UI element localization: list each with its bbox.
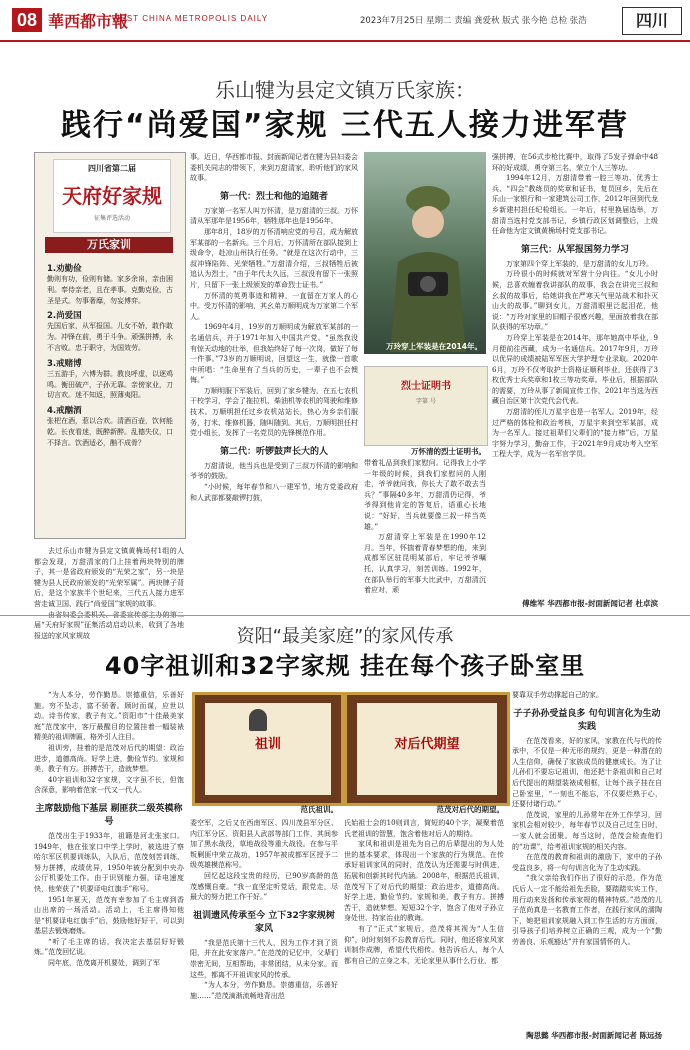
- paragraph: 去过乐山市犍为县定文镇黄桷场村1组的人都会发现，万甜清家的门上挂着两块特别的牌子，其一是省政府颁发的“光荣之家”，另一块是犍为县人民政府颁发的“光荣军属”。两块牌子背后，是这个家族半个世纪来，三代五人接力进军营走诚卫国、践行“尚爱国”家规的故事。: [34, 547, 184, 608]
- rule-heading: 2.尚爱国: [47, 311, 82, 322]
- paragraph: 在范茂的教育和祖训的激励下，家中的子孙受益良多，将一句句训言化为了生动实践。: [512, 853, 662, 872]
- frame-title: 对后代期望: [394, 737, 460, 752]
- certificate-title: 烈士证明书: [401, 381, 451, 392]
- paragraph: “我父亲给我们作出了很好的示范，作为范氏后人一定不能给祖先丢脸，要踏踏实实工作，用行动来发扬和传承家规的精神特质。”范茂的儿子范尚真是一名教育工作者，在践行家风的濡陶下，她把祖训家规融入到工作生活的方方面面，引导孩子们培养树立正确的三观，成为一个“勤劳善良、乐观豁达”并有家国情怀的人。: [512, 874, 662, 946]
- frame-paper: [357, 703, 497, 795]
- frame-title: 祖训: [254, 737, 281, 752]
- family-rules-title: 万氏家训: [45, 237, 173, 253]
- section-heading: 子子孙孙受益良多 句句训言化为生动实践: [513, 708, 661, 732]
- section-divider: [0, 615, 690, 616]
- article1-byline: 傅维军 华西都市报-封面新闻记者 杜卓滨: [522, 599, 658, 608]
- paragraph: 万家第四个穿上军装的，是万甜清的女儿万玲。: [506, 259, 653, 268]
- banner-title: 天府好家规: [62, 184, 162, 208]
- photo-caption: 万玲穿上军装是在2014年。: [386, 342, 482, 351]
- paragraph: 万甜清的侄儿万星宇也是一名军人。2019年，经过严格的体检和政治考核，万星宇来到空军某部，成为一名军人。接过祖辈们父辈们的“接力棒”后，万星宇努力学习，勤奋工作，于2021年9月成功考入空军工程大学，成为一名军官学员。: [492, 408, 658, 459]
- soldier-photo: [364, 152, 486, 354]
- paragraph: 万玲穿上军装是在2014年，那年她高中毕业，9月便前往西藏，成为一名通信兵。2017年9月，万玲以优异的成绩被陆军军医大学护理专业录取。2020年6月，万玲不仅考取护士资格证顺利毕业，还获得了3枚优秀士兵奖章和1枚三等功奖章。毕业后，根据部队的需要，万玲从事了新闻宣传工作，2021年当选为西藏自治区第十次党代会代表。: [492, 333, 658, 406]
- article1-col1: [34, 546, 184, 640]
- article1-title: 践行“尚爱国”家规 三代五人接力进军营: [61, 108, 629, 143]
- soldier-figure-icon: [364, 152, 486, 354]
- paragraph: “为人本分，劳作勤恳。崇德重信，乐善好施。穷不坠志，富不骄奢。顾时而谋，应世以动。诗书传家，教子有文。”资阳市“十佳最美家庭”范茂家中，客厅最醒目的位置挂着一幅装裱精美的祖训牌匾，格外引人注目。: [34, 691, 184, 742]
- banner-top-text: 四川省第二届: [88, 164, 136, 173]
- article1-subtitle: 乐山犍为县定文镇万氏家族：: [215, 78, 475, 102]
- paragraph: 氏始祖士会的10则训言，简短的40个字，凝聚着范氏老祖训的智慧，饱含着他对后人的期待。: [344, 819, 504, 838]
- ancestral-motto-photo: [192, 692, 344, 806]
- certificate-photo: [364, 366, 488, 446]
- paragraph: “听了毛主席的话，我决定去基层好好锻炼。”范茂回忆说。: [34, 937, 184, 957]
- article2-title: 40字祖训和32字家规 挂在每个孩子卧室里: [104, 652, 586, 680]
- paragraph: 1994年12月，万甜清带着一腔三等功、优秀士兵、“四会”教练员的奖章和证书，复员回乡，先后在乐山一家银行和一家建筑公司工作，2012年回到代龙乡新建村担任纪检组长。一年后，村里换届选举，万甜清当选村党支部书记，乡镇行政区划调整后，上级任命他为定文镇黄桷场村党支部书记。: [492, 174, 658, 236]
- frame-paper: [205, 703, 331, 795]
- rule-heading: 1.劝勤俭: [47, 264, 82, 274]
- article2-byline: 陶思懿 华西都市报-封面新闻记者 陈远扬: [526, 1031, 662, 1040]
- section-heading: 第二代：听锣鼓声长大的人: [219, 446, 328, 457]
- paragraph: 那年8月，18岁的万怀清响应党的号召，成为解放军某部的一名新兵。三个月后，万怀清所在部队接到上级命令，赴凉山州执行任务。“就是在这次行动中，三叔冲锋陷阵、光荣牺牲。”万甜清介绍，三叔牺牲后被追认为烈士，“由于年代太久远，三叔没有留下一张照片，只留下一张上级颁发的革命烈士证书。”: [190, 227, 358, 289]
- family-rules-box: [34, 152, 186, 539]
- paragraph: “为人本分，劳作勤恳。崇德重信，乐善好施……”范茂滴渐流畅地背出范: [190, 981, 338, 1000]
- article2-col4: [512, 690, 662, 1026]
- paragraph: 40字祖训和32字家规，文字虽不长，但饱含深意，影响着范家一代又一代人。: [34, 775, 184, 795]
- certificate-number: 字第 号: [416, 398, 436, 405]
- paragraph: “小时候，每年春节和八一建军节，地方党委政府和人武部都要敲锣打鼓，: [190, 483, 358, 502]
- paragraph: 万甜清说，他当兵也是受到了三叔万怀清的影响和爷爷的鼓励。: [190, 461, 358, 481]
- paragraph: 事。近日，华西都市报、封面新闻记者在犍为县妇委会委机关同志的带领下，来到万甜清家，聆听他们的家风故事。: [190, 153, 358, 183]
- photo-caption: 范氏祖训。: [300, 805, 338, 814]
- photo-caption: 万怀清的烈士证明书。: [411, 447, 486, 456]
- article2-col1: [34, 690, 184, 1046]
- rule-text: 勤则有功，俭则有储。家多余帛，亲由困利。奉侍亲老，且在孝事。克勤克俭，古圣是式。勿事奢靡，勿妄博弈。: [47, 275, 173, 305]
- article1-col3: [364, 458, 486, 612]
- paragraph: 同年底，范茂离开机要处，调到了军: [48, 959, 160, 968]
- article2-subtitle: 资阳“最美家庭”的家风传承: [236, 626, 454, 647]
- rule-heading: 4.戒酗酒: [47, 406, 82, 417]
- expectations-photo: [344, 692, 510, 806]
- issue-info: 2023年7月25日 星期二 责编 龚爱秋 版式 张今艳 总检 张浩: [360, 16, 587, 26]
- paragraph: 范茂说，家里的儿孙常年在外工作学习，回家机会相对较少，每年春节以及自己过生日时，一家人就会团聚。每当这时，范茂会检查他们的“功课”，给考祖训家规的相关内容。: [512, 810, 662, 851]
- article1-col2: [190, 152, 358, 612]
- article2-col2: [190, 818, 338, 1046]
- paragraph: 在范茂看来，好的家风，家教在代与代的传承中，不仅是一种无形的规约，更是一种潜在的人生信仰，确保了家族成员的健康成长。为了让儿孙们不要忘记祖训，他还把十条祖训和自己对后代提出的期望装裱成相框，让每个孩子挂在自己卧室里，“一刻也不能忘，不仅要烂熟于心，还要付诸行动。”: [512, 736, 662, 809]
- portrait-icon: [249, 709, 267, 731]
- paragraph: 要靠双手劳动撑起自己的家。: [512, 691, 603, 699]
- paragraph: 委空军，之后又在西南军区、四川茂县军分区、内江军分区、资阳县人武部等部门工作，其间参加了黑水战役，草地战役等重大战役。在参与平叛剿匪中荣立战功，1957年被成都军区授予二级英雄模范称号。: [190, 819, 338, 870]
- paragraph: 带着礼品到我们家慰问。记得我上小学一年级的时候，到我们家慰问的人刚走，爷爷就问我，你长大了敢不敢去当兵？”事隔40多年，万甜清仍记得，爷爷得到他肯定的答复后，语重心长地说：“好好，当兵就要像三叔一样当英雄。”: [364, 459, 486, 531]
- section-heading: 主席鼓励他下基层 剔匪获二级英模称号: [35, 803, 183, 827]
- paragraph: 届“天府好家规”征集活动启动以来，收到了各地报送的家风家规故: [34, 621, 184, 640]
- paragraph: 万甜清穿上军装是在1990年12月。当年，怀揣着青春梦想的他，来到成都军区驻昆明某部后，牢记爷爷嘱托，认真学习，刻苦训练。1992年，在部队举行的军事大比武中，万甜清沉着应对，顽: [364, 533, 486, 595]
- paragraph: 万怀清的英勇事迹和精神，一直留在万家人的心中。受万怀清的影响，其幺弟万顺明成为万家第二个军人。: [190, 291, 358, 321]
- paragraph: 强拼搏，在56式步枪比赛中，取得了5发子弹命中48环的好成绩，勇夺第三名，荣立个人三等功。: [492, 153, 658, 172]
- paragraph: 万顺明服下军装后，回到了家乡犍为，在五七农机干校学习，学会了拖拉机、柴油机等农机的驾驶和维修技术。万顺明担任过乡农机站站长，热心为乡亲们服务，打米、维修机器，随叫随到。其后，万顺明担任村党小组长，发挥了一名党员的先锋模范作用。: [190, 386, 358, 438]
- paragraph: 回忆起这段宝贵的经历，已90岁高龄的范茂感慨自豪。“我一直坚定听党话，跟党走，尽最大的努力把工作干好。”: [190, 871, 338, 902]
- rule-text: 三五游手，六博为群。教良呼虚，以逐鸡鸣。衡田破产，子孙无靠。亲傍家业，刀切言欢。迷不知返，照薄夷阳。: [47, 369, 173, 400]
- paragraph: 1969年4月，19岁的万顺明成为解放军某部的一名通信兵，并于1971年加入中国共产党。“虽然我没有惊天动地的壮举，但我始终好了每一次岗，做好了每一件事。”73岁的万顺明说，回望这一生，就像一首歌中所唱：“生命里有了当兵的历史，一辈子也不会懊悔。”: [190, 323, 358, 385]
- family-rules-body: [47, 259, 173, 450]
- paragraph: “我是范氏第十三代人，因为工作才到了资阳，并在此安家落户。”在范茂的记忆中，父辈们崇密无间，互相帮助，非常团结，从未分家。而这些，都离不开祖训家风的传承。: [190, 938, 338, 979]
- paragraph: 范茂出生于1933年，祖籍是河北张家口。1949年，他在张家口中学上学时，被选进了察哈尔军区机要训练队，入队后，范茂刻苦训练，努力拼搏，成绩优异，1950年被分配到中央办公厅机要处工作。由于识别能力强，译电速度快，他荣获了“机要译电红旗手”称号。: [34, 831, 184, 893]
- paragraph: 祖训旁，挂着的是范茂对后代的期望：政治进步，道德高尚。好学上进，勤俭节约。家规和美，教子有方。拼搏苦干，造就梦想。: [34, 743, 184, 774]
- section-heading: 第一代：烈士和他的追随者: [219, 191, 328, 202]
- article1-col4: [492, 152, 658, 594]
- paragraph: 家风和祖训是祖先为自己的后辈提出的为人处世的基本要求，体现出一个家族的行为规范。在传承好祖训家风的同时，范茂认为还需要与时俱进，拓展和创新其时代内涵。2008年，根据范氏祖训，范茂写下了对后代的期望：政治进步，道德高尚。好学上进，勤俭节约。家规和美，教子有方。拼搏苦干，造就梦想。短短32个字，饱含了他对子孙立身处世、持家治业的教诲。: [344, 840, 504, 923]
- paragraph: 万家第一名军人叫万怀清，是万甜清的三叔。万怀清从军那年是1956年，牺牲那年也是1956年。: [190, 206, 358, 226]
- campaign-banner: [53, 159, 171, 233]
- section-heading: 第三代：从军报国努力学习: [520, 244, 629, 255]
- photo-caption: 范茂对后代的期望。: [436, 805, 504, 814]
- section-heading: 祖训遗风传承至今 立下32字家规树家风: [193, 910, 335, 934]
- newspaper-logo: 華西都市報: [48, 12, 129, 31]
- article2-col3: [344, 818, 504, 1046]
- section-label: 四川: [622, 7, 682, 35]
- rule-text: 先国后家，从军报国。儿女不娇，敢作敢为。冲锋在前，勇于斗争。顽强拼搏，永不言败。忠于职守，为国效劳。: [47, 322, 173, 352]
- rule-text: 张杷在酒，惹以合欢。清酒百壶，饮何能乾。长夜看迷，既醉新醉。乱德失仪，口不择言。饮酒适必，酗不成骨？: [47, 417, 173, 447]
- newspaper-logo-sub: WEST CHINA METROPOLIS DAILY: [112, 14, 269, 23]
- masthead: [0, 0, 690, 42]
- paragraph: 万玲很小的时候就对军营十分向往。“女儿小时候，总喜欢缠着我讲部队的故事，我会在讲完三叔和幺叔的故事后，给她讲我在严寒天气里站战术和扑灭山火的故事。”聊到女儿，万甜清眼里泛起泪花，他说：“万玲对家里的旧帽子很感兴趣，里面放着我在部队获得的军功章。”: [492, 270, 658, 332]
- banner-sub: 征集评选活动: [93, 215, 130, 222]
- paragraph: 有了“正式”家规后，范茂将其视为“人生信仰”，时时刻刻不忘教育后代。同时，他还将家风家训制作成牌，希望代代相传。他告诉后人，每个人都有自己的立身之本，无论家里从事什么行业，都: [344, 924, 504, 965]
- rule-heading: 3.戒赌博: [47, 358, 82, 369]
- page-number: 08: [12, 8, 42, 32]
- paragraph: 1951年夏天，范茂有幸参加了毛主席到香山出席的一场活动。活动上，毛主席得知他是“机要译电红旗手”后，鼓励他好好干，可以到基层去锻炼磨炼。: [34, 895, 184, 936]
